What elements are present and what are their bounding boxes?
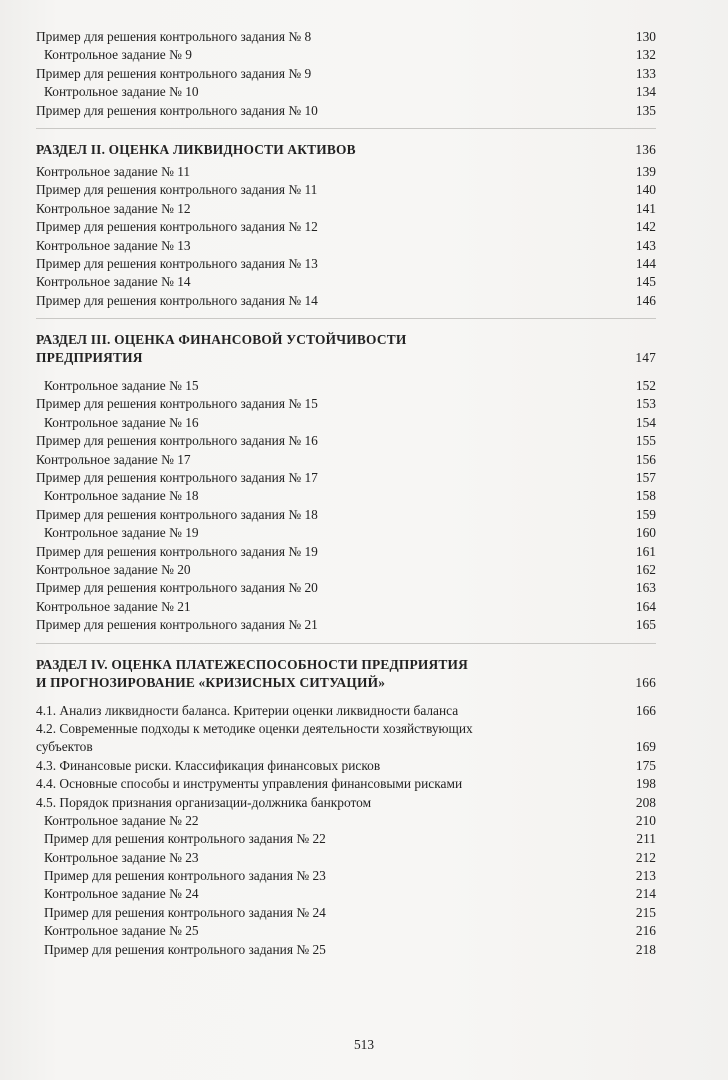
toc-entry xyxy=(36,469,656,487)
toc-block-1 xyxy=(36,28,656,120)
toc-entry-page: 145 xyxy=(635,274,656,290)
toc-entry-title: Пример для решения контрольного задания № 12 xyxy=(36,219,318,235)
section-title: РАЗДЕЛ II. ОЦЕНКА ЛИКВИДНОСТИ АКТИВОВ xyxy=(36,141,356,157)
toc-entry-page: 155 xyxy=(635,433,656,449)
toc-entry xyxy=(36,579,656,597)
toc-entry-page: 165 xyxy=(635,617,656,633)
toc-entry-page: 157 xyxy=(635,470,656,486)
toc-entry xyxy=(36,83,656,101)
toc-entry-title: Контрольное задание № 14 xyxy=(36,274,191,290)
toc-entry-title: Контрольное задание № 9 xyxy=(44,47,192,63)
toc-entry xyxy=(36,775,656,793)
toc-entry-page: 156 xyxy=(635,451,656,467)
toc-entry-title: Пример для решения контрольного задания № 9 xyxy=(36,65,312,81)
toc-entry-page: 161 xyxy=(635,543,656,559)
toc-block-2 xyxy=(36,163,656,310)
toc-entry xyxy=(36,720,656,757)
toc-entry-title: Пример для решения контрольного задания № 14 xyxy=(36,292,318,308)
toc-entry-title: Пример для решения контрольного задания № 19 xyxy=(36,543,318,559)
toc-entry-title: Контрольное задание № 20 xyxy=(36,561,191,577)
toc-entry xyxy=(36,273,656,291)
section-page: 166 xyxy=(635,674,656,690)
section-title-line: РАЗДЕЛ IV. ОЦЕНКА ПЛАТЕЖЕСПОСОБНОСТИ ПРЕДПРИЯТИЯ xyxy=(36,656,469,672)
toc-entry-page: 175 xyxy=(635,757,656,773)
toc-entry-title: Контрольное задание № 12 xyxy=(36,200,191,216)
toc-entry xyxy=(36,757,656,775)
toc-entry-title: Пример для решения контрольного задания № 22 xyxy=(44,831,326,847)
toc-entry-title: Контрольное задание № 21 xyxy=(36,598,191,614)
toc-entry xyxy=(36,885,656,903)
toc-entry-title: Контрольное задание № 10 xyxy=(44,84,199,100)
toc-entry-title: 4.3. Финансовые риски. Классификация финансовых рисков xyxy=(36,757,381,773)
section-heading-2 xyxy=(36,141,656,159)
toc-entry xyxy=(36,543,656,561)
toc-entry xyxy=(36,830,656,848)
toc-entry-page: 152 xyxy=(635,378,656,394)
toc-entry-title: Пример для решения контрольного задания № 17 xyxy=(36,470,318,486)
toc-entry xyxy=(36,218,656,236)
section-heading-4 xyxy=(36,656,656,692)
toc-entry-title: Пример для решения контрольного задания № 18 xyxy=(36,506,318,522)
toc-entry-page: 216 xyxy=(635,923,656,939)
toc-entry xyxy=(36,292,656,310)
toc-entry-page: 210 xyxy=(635,812,656,828)
toc-entry-page: 140 xyxy=(635,182,656,198)
toc-entry xyxy=(36,941,656,959)
section-heading-3 xyxy=(36,331,656,367)
toc-block-4-topics xyxy=(36,702,656,812)
toc-entry xyxy=(36,616,656,634)
toc-entry-title-line: субъектов xyxy=(36,739,93,755)
toc-entry-title: Контрольное задание № 18 xyxy=(44,488,199,504)
toc-entry-title: Пример для решения контрольного задания № 24 xyxy=(44,904,326,920)
toc-entry xyxy=(36,377,656,395)
toc-block-4 xyxy=(36,812,656,959)
section-title xyxy=(36,656,656,692)
toc-entry-title: Контрольное задание № 22 xyxy=(44,812,199,828)
toc-entry xyxy=(36,867,656,885)
section-title xyxy=(36,331,656,367)
toc-entry-page: 146 xyxy=(635,292,656,308)
toc-entry-page: 154 xyxy=(635,414,656,430)
toc-entry-page: 213 xyxy=(635,868,656,884)
toc-entry-page: 158 xyxy=(635,488,656,504)
toc-entry xyxy=(36,702,656,720)
toc-entry-title: Пример для решения контрольного задания № 10 xyxy=(36,102,318,118)
toc-entry-title: Пример для решения контрольного задания № 8 xyxy=(36,29,312,44)
toc-entry-title: Пример для решения контрольного задания № 23 xyxy=(44,868,326,884)
toc-entry xyxy=(36,598,656,616)
toc-entry-page: 132 xyxy=(635,47,656,63)
toc-entry-page: 134 xyxy=(635,84,656,100)
toc-entry xyxy=(36,812,656,830)
toc-entry-page: 208 xyxy=(635,794,656,810)
toc-entry xyxy=(36,794,656,812)
toc-entry xyxy=(36,904,656,922)
page-number: 513 xyxy=(353,1037,375,1052)
toc-entry-title: Пример для решения контрольного задания № 13 xyxy=(36,255,318,271)
toc-block-3 xyxy=(36,377,656,634)
toc-entry xyxy=(36,28,656,46)
toc-entry xyxy=(36,414,656,432)
toc-entry-page: 135 xyxy=(635,102,656,118)
toc-entry-title: Пример для решения контрольного задания № 21 xyxy=(36,617,318,633)
toc-entry-page: 139 xyxy=(635,163,656,179)
toc-entry xyxy=(36,849,656,867)
toc-entry-title xyxy=(36,720,656,757)
toc-entry-page: 141 xyxy=(635,200,656,216)
toc-entry xyxy=(36,922,656,940)
toc-entry-page: 164 xyxy=(635,598,656,614)
toc-entry-page: 142 xyxy=(635,219,656,235)
toc-entry-page: 143 xyxy=(635,237,656,253)
section-divider xyxy=(36,643,656,644)
toc-entry-page: 159 xyxy=(635,506,656,522)
table-of-contents xyxy=(36,28,656,959)
toc-entry-title: 4.4. Основные способы и инструменты управления финансовыми рисками xyxy=(36,776,463,792)
toc-entry xyxy=(36,432,656,450)
toc-entry-page: 133 xyxy=(635,65,656,81)
toc-entry-page: 198 xyxy=(635,776,656,792)
toc-entry-title: Пример для решения контрольного задания № 20 xyxy=(36,580,318,596)
toc-entry-page: 166 xyxy=(635,702,656,718)
toc-entry xyxy=(36,163,656,181)
toc-entry-title: Контрольное задание № 25 xyxy=(44,923,199,939)
toc-entry-title-line: 4.2. Современные подходы к методике оценки деятельности хозяйствующих xyxy=(36,720,473,736)
toc-entry-title: Контрольное задание № 15 xyxy=(44,378,199,394)
toc-entry xyxy=(36,181,656,199)
toc-entry-title: Контрольное задание № 16 xyxy=(44,414,199,430)
toc-entry xyxy=(36,65,656,83)
toc-entry-title: Пример для решения контрольного задания № 15 xyxy=(36,396,318,412)
toc-entry-title: Контрольное задание № 11 xyxy=(36,163,191,179)
toc-entry-page: 169 xyxy=(635,739,656,755)
toc-entry xyxy=(36,395,656,413)
toc-entry-page: 215 xyxy=(635,904,656,920)
toc-entry-title: 4.1. Анализ ликвидности баланса. Критерии оценки ликвидности баланса xyxy=(36,702,459,718)
toc-entry-title: Пример для решения контрольного задания № 11 xyxy=(36,182,318,198)
section-title-line: РАЗДЕЛ III. ОЦЕНКА ФИНАНСОВОЙ УСТОЙЧИВОСТИ xyxy=(36,332,407,348)
toc-entry-page: 163 xyxy=(635,580,656,596)
section-title-line: И ПРОГНОЗИРОВАНИЕ «КРИЗИСНЫХ СИТУАЦИЙ» xyxy=(36,674,386,690)
toc-entry-title: Контрольное задание № 24 xyxy=(44,886,199,902)
section-divider xyxy=(36,128,656,129)
section-title-line: ПРЕДПРИЯТИЯ xyxy=(36,350,143,366)
toc-entry-page: 153 xyxy=(635,396,656,412)
section-divider xyxy=(36,318,656,319)
toc-entry xyxy=(36,524,656,542)
toc-entry-title: Контрольное задание № 13 xyxy=(36,237,191,253)
toc-entry xyxy=(36,200,656,218)
toc-entry-title: Пример для решения контрольного задания № 16 xyxy=(36,433,318,449)
toc-entry-title: Контрольное задание № 23 xyxy=(44,849,199,865)
toc-entry xyxy=(36,506,656,524)
toc-entry xyxy=(36,561,656,579)
toc-entry-title: Пример для решения контрольного задания № 25 xyxy=(44,941,326,957)
section-page: 147 xyxy=(635,350,656,366)
toc-entry xyxy=(36,487,656,505)
toc-entry xyxy=(36,451,656,469)
section-page: 136 xyxy=(635,141,656,157)
toc-entry-page: 214 xyxy=(635,886,656,902)
toc-entry-page: 162 xyxy=(635,561,656,577)
toc-entry-page: 144 xyxy=(635,255,656,271)
toc-entry-title: 4.5. Порядок признания организации-должника банкротом xyxy=(36,794,372,810)
toc-entry xyxy=(36,255,656,273)
toc-entry-page: 130 xyxy=(635,29,656,44)
toc-entry-page: 218 xyxy=(635,941,656,957)
toc-entry-page: 160 xyxy=(635,525,656,541)
toc-entry xyxy=(36,237,656,255)
toc-entry xyxy=(36,102,656,120)
toc-entry-title: Контрольное задание № 17 xyxy=(36,451,191,467)
toc-entry-title: Контрольное задание № 19 xyxy=(44,525,199,541)
toc-entry xyxy=(36,46,656,64)
toc-entry-page: 211 xyxy=(636,831,656,847)
toc-entry-page: 212 xyxy=(635,849,656,865)
